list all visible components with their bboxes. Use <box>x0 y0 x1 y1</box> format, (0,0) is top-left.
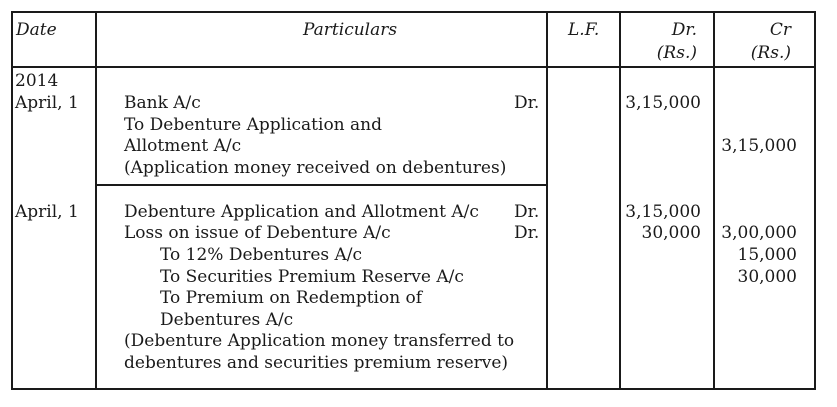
entry1-narration: (Application money received on debentures) <box>124 158 507 178</box>
entry2-credit-1: To 12% Debentures A/c <box>160 245 363 265</box>
entry1-date: April, 1 <box>15 93 79 113</box>
entry1-credit-account-line2: Allotment A/c <box>124 136 242 156</box>
entry2-credit-3-line2: Debentures A/c <box>160 310 294 330</box>
header-dr-unit: (Rs.) <box>656 43 697 63</box>
entry1-year: 2014 <box>15 71 59 91</box>
header-separator <box>11 66 816 68</box>
entry1-debit-account: Bank A/c <box>124 93 201 113</box>
entry2-debit-account-1: Debenture Application and Allotment A/c <box>124 202 479 222</box>
entry2-credit-2: To Securities Premium Reserve A/c <box>160 267 464 287</box>
entry2-dr-amount-1: 3,15,000 <box>625 202 701 222</box>
entry2-dr-amount-2: 30,000 <box>641 223 701 243</box>
entry2-narration-line1: (Debenture Application money transferred to <box>124 331 515 351</box>
entry2-cr-amount-1: 3,00,000 <box>721 223 797 243</box>
entry2-debit-marker-1: Dr. <box>514 202 540 222</box>
entry2-debit-account-2: Loss on issue of Debenture A/c <box>124 223 391 243</box>
header-lf: L.F. <box>568 20 600 40</box>
header-particulars: Particulars <box>303 20 398 40</box>
entry1-dr-amount: 3,15,000 <box>625 93 701 113</box>
entry-separator <box>95 184 548 186</box>
header-cr-unit: (Rs.) <box>750 43 791 63</box>
header-dr: Dr. <box>671 20 697 40</box>
entry1-debit-marker: Dr. <box>514 93 540 113</box>
header-cr: Cr <box>769 20 791 40</box>
entry2-debit-marker-2: Dr. <box>514 223 540 243</box>
entry2-credit-3-line1: To Premium on Redemption of <box>160 288 423 308</box>
entry2-cr-amount-3: 30,000 <box>737 267 797 287</box>
entry1-cr-amount: 3,15,000 <box>721 136 797 156</box>
entry2-cr-amount-2: 15,000 <box>737 245 797 265</box>
entry1-credit-account-line1: To Debenture Application and <box>124 115 383 135</box>
entry2-narration-line2: debentures and securities premium reserve) <box>124 353 509 373</box>
header-date: Date <box>16 20 57 40</box>
entry2-date: April, 1 <box>15 202 79 222</box>
